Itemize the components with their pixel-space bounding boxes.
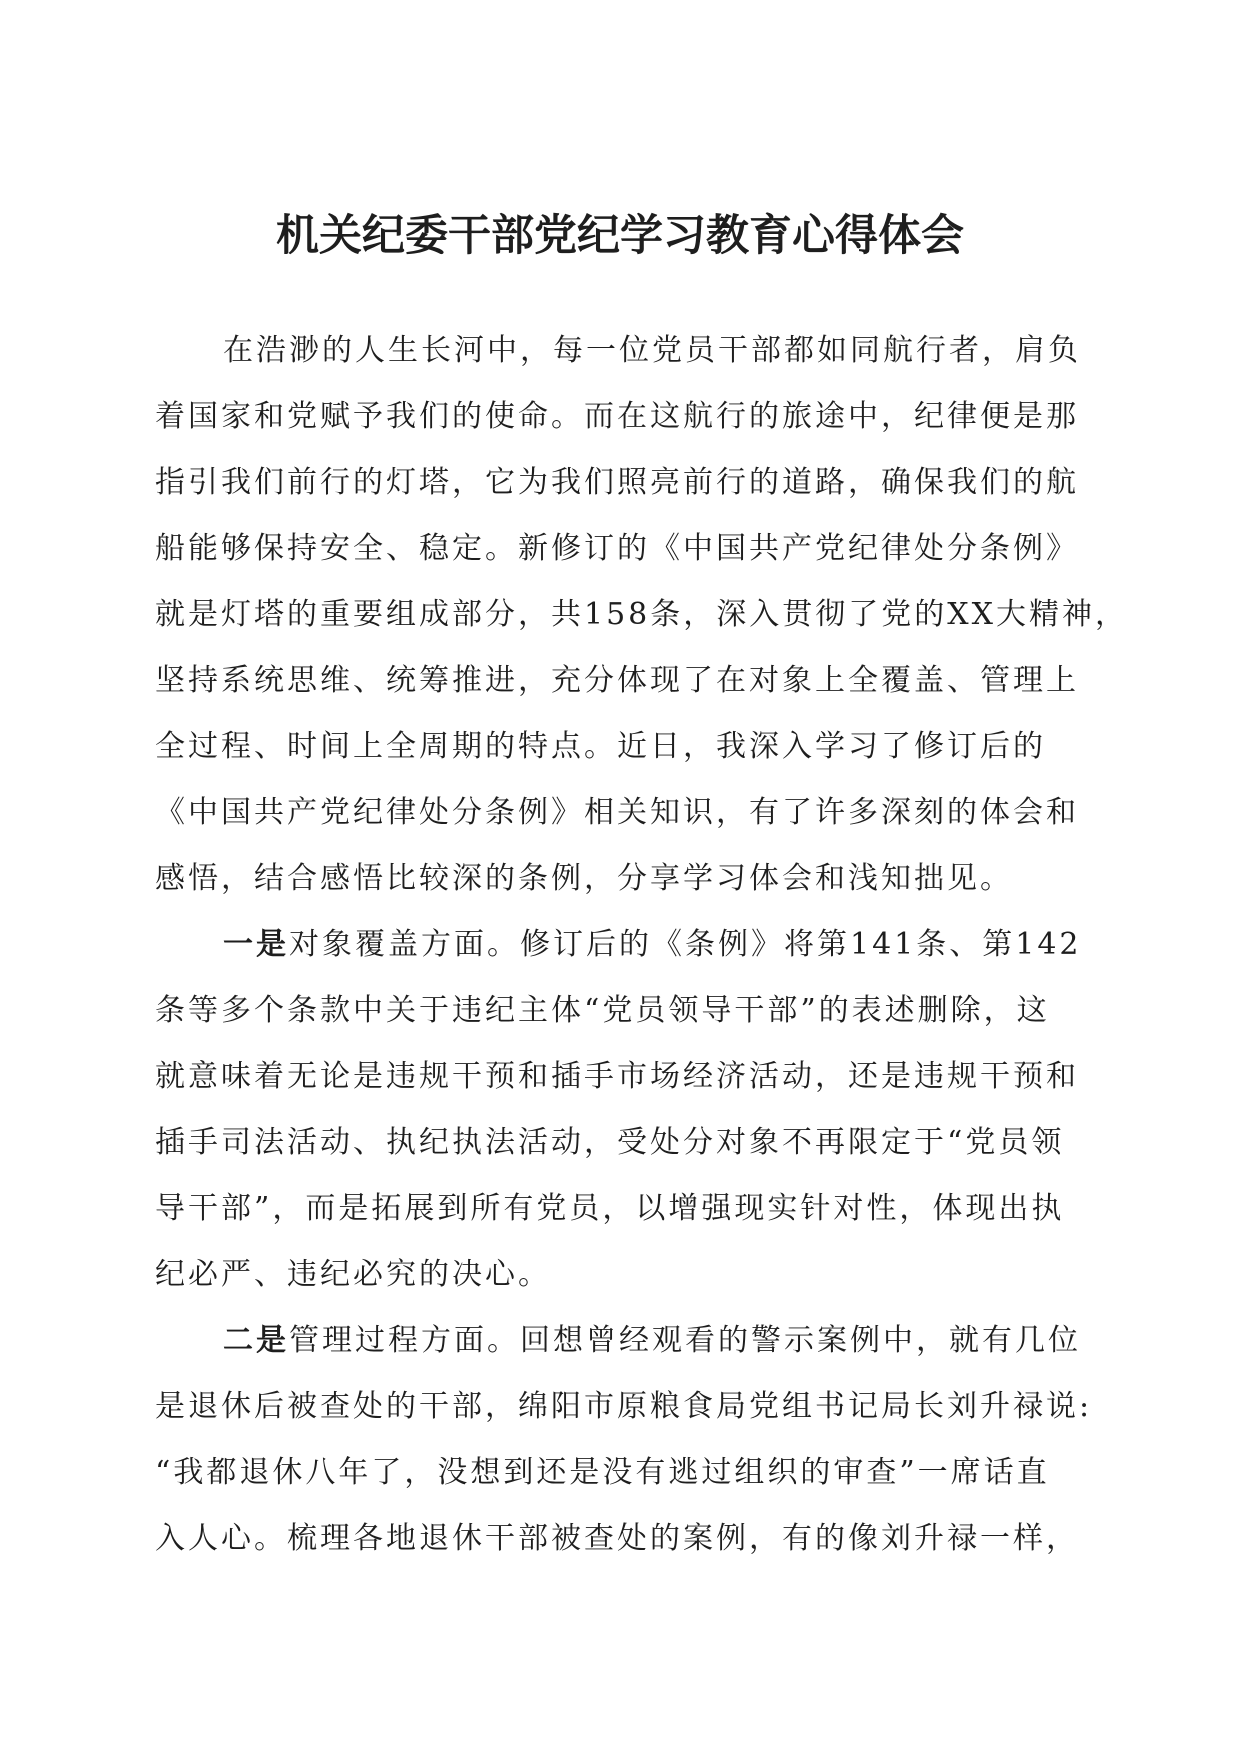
text-line: 导干部”，而是拓展到所有党员，以增强现实针对性，体现出执: [155, 1191, 1065, 1226]
text-line: 坚持系统思维、统筹推进，充分体现了在对象上全覆盖、管理上: [155, 663, 1079, 698]
text-line: 插手司法活动、执纪执法活动，受处分对象不再限定于“党员领: [155, 1125, 1065, 1160]
paragraph-object-coverage: [155, 912, 1105, 1308]
text-line: 感悟，结合感悟比较深的条例，分享学习体会和浅知拙见。: [155, 861, 1013, 896]
document-title: 机关纪委干部党纪学习教育心得体会: [276, 211, 964, 261]
paragraph-lead: 一是: [223, 927, 289, 962]
text-line: “我都退休八年了，没想到还是没有逃过组织的审查”一席话直: [155, 1455, 1050, 1490]
paragraph-intro: [155, 318, 1128, 912]
text-span: 对象覆盖方面。修订后的《条例》将第141条、第142: [289, 927, 1082, 962]
text-span: 管理过程方面。回想曾经观看的警示案例中，就有几位: [289, 1323, 1081, 1358]
text-line: 船能够保持安全、稳定。新修订的《中国共产党纪律处分条例》: [155, 531, 1079, 566]
text-line: 指引我们前行的灯塔，它为我们照亮前行的道路，确保我们的航: [155, 465, 1079, 500]
paragraph-management-process: [155, 1308, 1105, 1572]
text-line: 条等多个条款中关于违纪主体“党员领导干部”的表述删除，这: [155, 993, 1050, 1028]
text-line: 着国家和党赋予我们的使命。而在这航行的旅途中，纪律便是那: [155, 399, 1079, 434]
text-line: 《中国共产党纪律处分条例》相关知识，有了许多深刻的体会和: [155, 795, 1079, 830]
text-line: [155, 912, 1105, 978]
text-line: 就是灯塔的重要组成部分，共158条，深入贯彻了党的XX大精神，: [155, 597, 1128, 632]
text-line: 纪必严、违纪必究的决心。: [155, 1257, 551, 1292]
text-line: 全过程、时间上全周期的特点。近日，我深入学习了修订后的: [155, 729, 1046, 764]
text-line: 入人心。梳理各地退休干部被查处的案例，有的像刘升禄一样，: [155, 1521, 1079, 1556]
text-line: 就意味着无论是违规干预和插手市场经济活动，还是违规干预和: [155, 1059, 1079, 1094]
text-line: 是退休后被查处的干部，绵阳市原粮食局党组书记局长刘升禄说:: [155, 1389, 1093, 1424]
text-line: 在浩渺的人生长河中，每一位党员干部都如同航行者，肩负: [223, 333, 1081, 368]
paragraph-lead: 二是: [223, 1323, 289, 1358]
text-line: [155, 1308, 1105, 1374]
document-body: [155, 318, 1128, 1572]
